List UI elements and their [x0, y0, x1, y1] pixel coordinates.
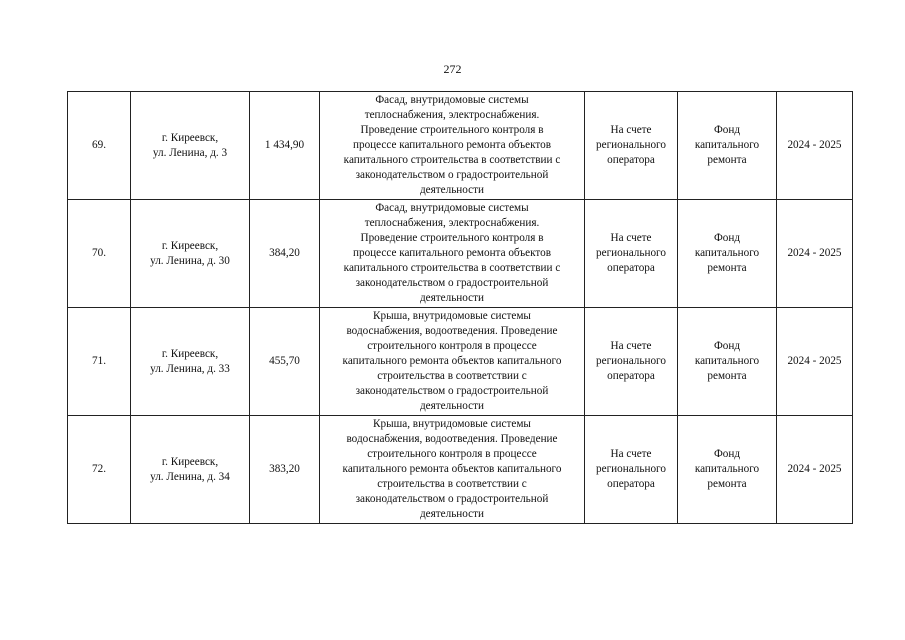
- address-cell: [131, 200, 250, 308]
- cell-text-line: капитального строительства в соответствии с: [343, 153, 561, 166]
- period-cell: 2024 - 2025: [777, 308, 853, 416]
- cell-text-line: водоснабжения, водоотведения. Проведение: [346, 433, 558, 446]
- cell-text-line: г. Киреевск,: [161, 131, 219, 144]
- cell-text-line: На счете: [610, 232, 652, 245]
- table-row: [68, 308, 853, 416]
- cell-text-line: г. Киреевск,: [161, 239, 219, 252]
- cell-text-line: процессе капитального ремонта объектов: [352, 139, 552, 152]
- row-number-cell: 71.: [68, 308, 131, 416]
- work-description-cell: [320, 92, 585, 200]
- cell-text-line: оператора: [607, 369, 655, 382]
- cell-text-line: деятельности: [419, 399, 485, 412]
- table-row: [68, 416, 853, 524]
- funding-source-cell: [678, 92, 777, 200]
- funding-method-cell: [585, 92, 678, 200]
- cell-text-line: Крыша, внутридомовые системы: [373, 418, 531, 431]
- cell-text-line: капитального: [694, 139, 760, 152]
- cell-text-line: ремонта: [707, 369, 747, 382]
- cell-text-line: регионального: [596, 355, 666, 368]
- work-description-cell: [320, 200, 585, 308]
- cell-text-line: деятельности: [419, 183, 485, 196]
- row-number-cell: 72.: [68, 416, 131, 524]
- cell-text-line: регионального: [596, 247, 666, 260]
- period-cell: 2024 - 2025: [777, 92, 853, 200]
- cell-text-line: капитального: [694, 463, 760, 476]
- funding-method-cell: [585, 308, 678, 416]
- cell-text-line: Фонд: [713, 448, 741, 461]
- cell-text-line: строительства в соответствии с: [377, 369, 527, 382]
- cell-text-line: строительства в соответствии с: [377, 477, 527, 490]
- cell-text-line: ул. Ленина, д. 3: [152, 146, 228, 159]
- cell-text-line: законодательством о градостроительной: [355, 492, 549, 505]
- area-cell: 384,20: [250, 200, 320, 308]
- funding-source-cell: [678, 308, 777, 416]
- funding-source-cell: [678, 416, 777, 524]
- cell-text-line: ремонта: [707, 261, 747, 274]
- cell-text-line: строительного контроля в процессе: [367, 448, 537, 461]
- cell-text-line: ул. Ленина, д. 34: [150, 470, 230, 483]
- address-cell: [131, 92, 250, 200]
- cell-text-line: законодательством о градостроительной: [355, 276, 549, 289]
- cell-text-line: ул. Ленина, д. 33: [150, 362, 230, 375]
- cell-text-line: На счете: [610, 448, 652, 461]
- cell-text-line: Проведение строительного контроля в: [360, 232, 544, 245]
- row-number-cell: 69.: [68, 92, 131, 200]
- cell-text-line: строительного контроля в процессе: [367, 340, 537, 353]
- cell-text-line: регионального: [596, 139, 666, 152]
- cell-text-line: ремонта: [707, 153, 747, 166]
- funding-method-cell: [585, 416, 678, 524]
- cell-text-line: Фасад, внутридомовые системы: [375, 202, 529, 215]
- cell-text-line: ремонта: [707, 477, 747, 490]
- area-cell: 383,20: [250, 416, 320, 524]
- cell-text-line: капитального ремонта объектов капитального: [342, 463, 562, 476]
- cell-text-line: теплоснабжения, электроснабжения.: [364, 109, 540, 122]
- table-row: [68, 200, 853, 308]
- table-body: [68, 92, 853, 524]
- cell-text-line: Проведение строительного контроля в: [360, 124, 544, 137]
- capital-repair-table: [67, 91, 853, 524]
- cell-text-line: капитального: [694, 355, 760, 368]
- work-description-cell: [320, 416, 585, 524]
- cell-text-line: На счете: [610, 340, 652, 353]
- cell-text-line: На счете: [610, 124, 652, 137]
- funding-method-cell: [585, 200, 678, 308]
- cell-text-line: Фасад, внутридомовые системы: [375, 94, 529, 107]
- cell-text-line: законодательством о градостроительной: [355, 168, 549, 181]
- cell-text-line: капитального: [694, 247, 760, 260]
- area-cell: 455,70: [250, 308, 320, 416]
- address-cell: [131, 308, 250, 416]
- cell-text-line: водоснабжения, водоотведения. Проведение: [346, 325, 558, 338]
- cell-text-line: Фонд: [713, 232, 741, 245]
- cell-text-line: регионального: [596, 463, 666, 476]
- cell-text-line: Крыша, внутридомовые системы: [373, 310, 531, 323]
- cell-text-line: ул. Ленина, д. 30: [150, 254, 230, 267]
- cell-text-line: процессе капитального ремонта объектов: [352, 247, 552, 260]
- area-cell: 1 434,90: [250, 92, 320, 200]
- cell-text-line: Фонд: [713, 340, 741, 353]
- cell-text-line: капитального ремонта объектов капитального: [342, 355, 562, 368]
- cell-text-line: теплоснабжения, электроснабжения.: [364, 217, 540, 230]
- cell-text-line: г. Киреевск,: [161, 455, 219, 468]
- cell-text-line: Фонд: [713, 124, 741, 137]
- work-description-cell: [320, 308, 585, 416]
- row-number-cell: 70.: [68, 200, 131, 308]
- cell-text-line: деятельности: [419, 507, 485, 520]
- funding-source-cell: [678, 200, 777, 308]
- cell-text-line: г. Киреевск,: [161, 347, 219, 360]
- page-number: 272: [443, 62, 462, 76]
- cell-text-line: оператора: [607, 477, 655, 490]
- cell-text-line: оператора: [607, 261, 655, 274]
- period-cell: 2024 - 2025: [777, 416, 853, 524]
- cell-text-line: капитального строительства в соответствии с: [343, 261, 561, 274]
- cell-text-line: оператора: [607, 153, 655, 166]
- cell-text-line: деятельности: [419, 291, 485, 304]
- address-cell: [131, 416, 250, 524]
- table-row: [68, 92, 853, 200]
- period-cell: 2024 - 2025: [777, 200, 853, 308]
- cell-text-line: законодательством о градостроительной: [355, 384, 549, 397]
